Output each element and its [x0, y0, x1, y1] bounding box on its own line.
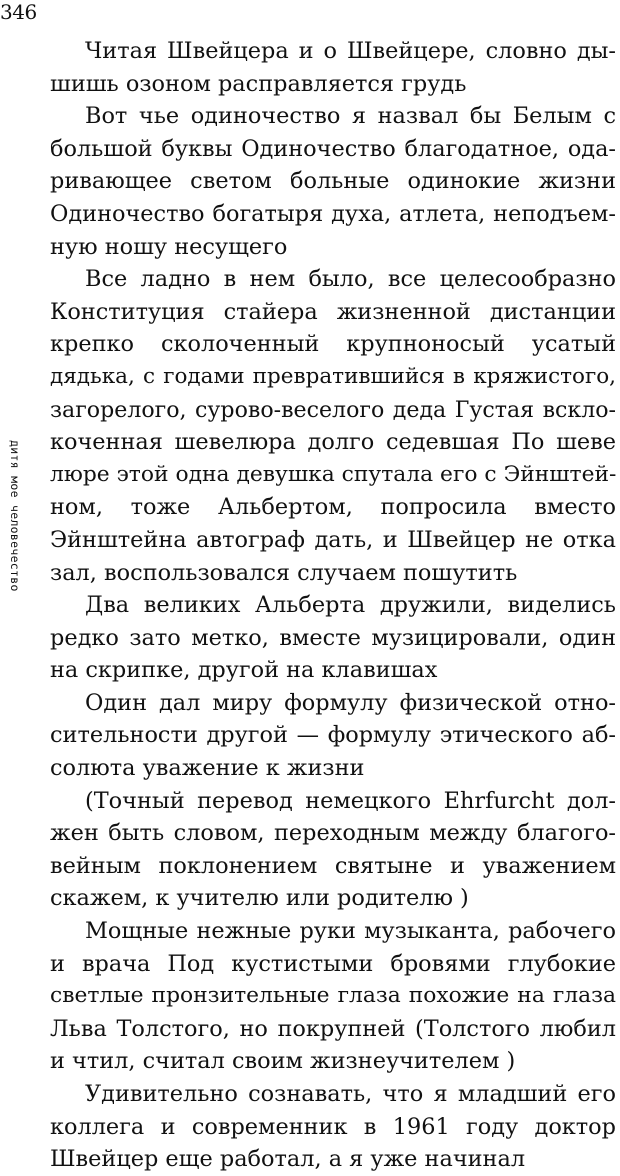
text-line: Все ладно в нем было, все целесообразно: [85, 266, 616, 293]
text-line: коченная шевелюра долго седевшая По шеве: [50, 429, 616, 456]
text-line: Читая Швейцера и о Швейцере, словно ды-: [85, 38, 616, 64]
text-line: Льва Толстого, но покрупней (Толстого любил: [50, 1015, 616, 1042]
text-line: Конституция стайера жизненной дистанции: [50, 298, 616, 325]
text-line: сительности другой — формулу этического аб-: [50, 722, 616, 749]
text-line: светлые пронзительные глаза похожие на глаза: [50, 983, 616, 1009]
text-line: ривающее светом больные одинокие жизни: [50, 168, 616, 195]
text-line: зал, воспользовался случаем пошутить: [50, 559, 518, 586]
body-text: [50, 35, 616, 1176]
text-line: Одиночество богатыря духа, атлета, неподъем-: [50, 200, 616, 227]
page-number: 346: [0, 0, 37, 24]
text-line: и врача Под кустистыми бровями глубокие: [50, 950, 616, 977]
text-line: Один дал миру формулу физической отно-: [85, 689, 616, 716]
text-line: ном, тоже Альбертом, попросила вместо: [50, 494, 616, 521]
text-line: крепко сколоченный крупноносый усатый: [50, 331, 616, 358]
text-line: Удивительно сознавать, что я младший его: [85, 1081, 616, 1107]
text-line: Мощные нежные руки музыканта, рабочего: [85, 918, 616, 945]
text-line: люре этой одна девушка спутала его с Эйнштей-: [50, 461, 616, 487]
text-line: вейным поклонением святыне и уважением: [50, 852, 616, 879]
text-line: дядька, с годами превратившийся в кряжистого,: [50, 363, 616, 389]
text-line: скажем, к учителю или родителю ): [50, 885, 469, 912]
text-line: шишь озоном расправляется грудь: [50, 70, 467, 97]
text-line: загорелого, сурово-веселого деда Густая вскло-: [50, 396, 616, 423]
text-line: редко зато метко, вместе музицировали, один: [50, 624, 616, 651]
text-line: жен быть словом, переходным между благого-: [50, 820, 616, 847]
text-line: на скрипке, другой на клавишах: [50, 657, 438, 684]
text-line: коллега и современник в 1961 году доктор: [50, 1113, 616, 1140]
text-line: Два великих Альберта дружили, виделись: [85, 592, 616, 619]
running-title: дитя мое человечество: [8, 440, 22, 592]
text-line: ную ношу несущего: [50, 233, 288, 260]
text-line: (Точный перевод немецкого Ehrfurcht дол-: [85, 787, 616, 814]
text-line: Вот чье одиночество я назвал бы Белым с: [85, 103, 616, 130]
text-line: большой буквы Одиночество благодатное, ода-: [50, 135, 616, 162]
text-line: солюта уважение к жизни: [50, 755, 365, 782]
text-line: Эйнштейна автограф дать, и Швейцер не отка: [50, 526, 616, 553]
text-line: и чтил, считал своим жизнеучителем ): [50, 1048, 516, 1075]
text-line: Швейцер еще работал, а я уже начинал: [50, 1146, 526, 1173]
